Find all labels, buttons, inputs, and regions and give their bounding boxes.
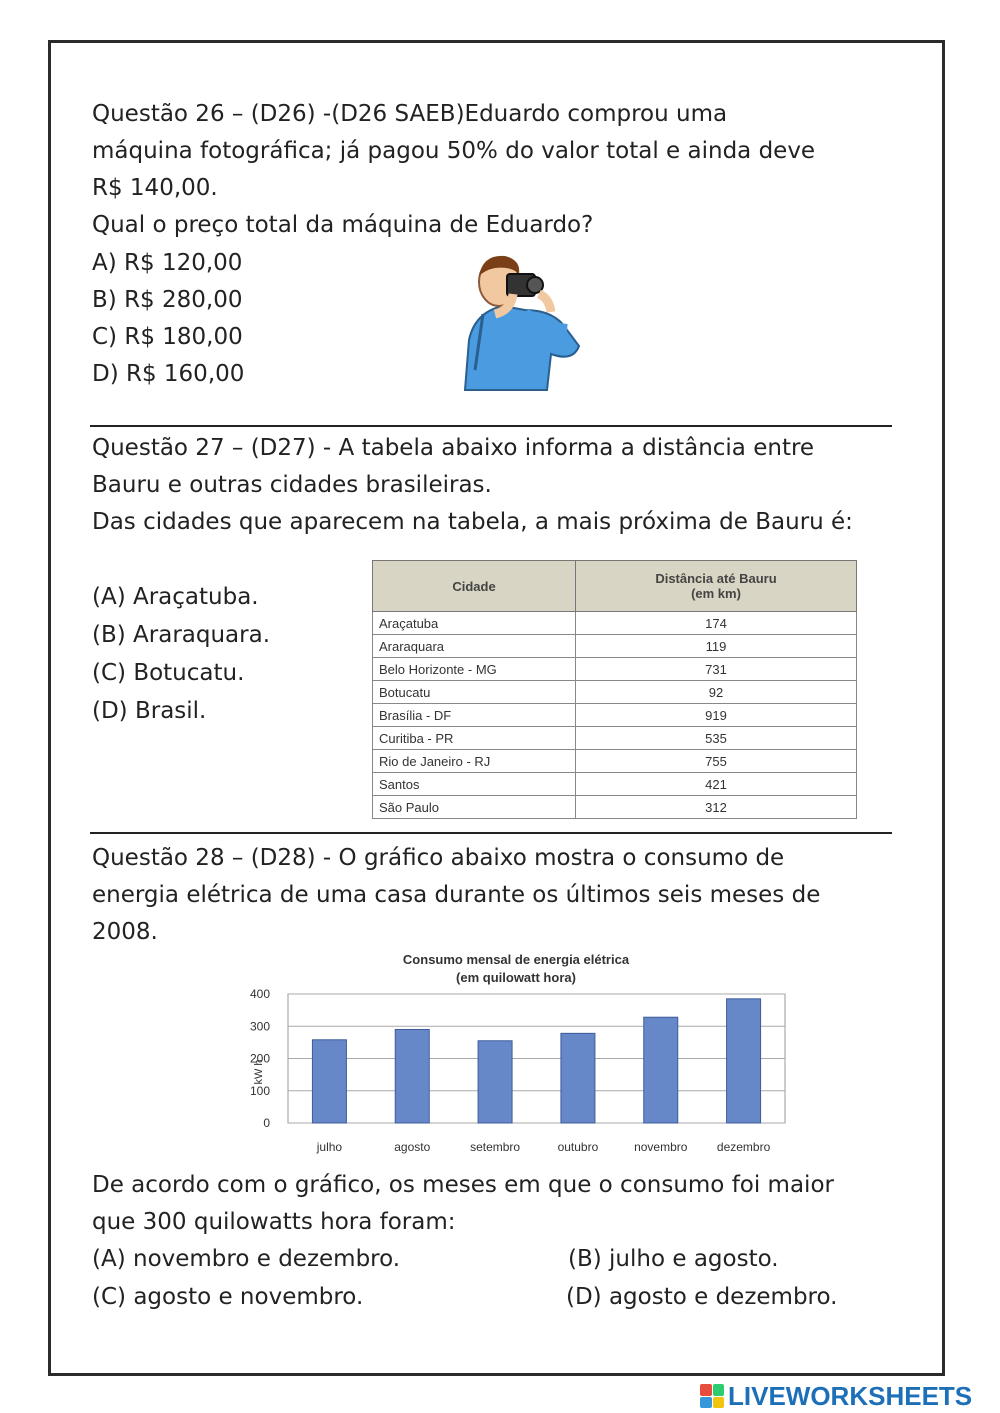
x-tick-label: outubro	[557, 1140, 599, 1154]
y-tick-label: 100	[249, 1083, 270, 1098]
energy-chart	[220, 945, 790, 1160]
table-row	[373, 773, 857, 796]
logo-mark-icon	[700, 1384, 724, 1408]
q28-option-a[interactable]: (A) novembro e dezembro.	[92, 1246, 401, 1272]
q28-option-c[interactable]: (C) agosto e novembro.	[92, 1284, 364, 1310]
city-cell: Botucatu	[373, 681, 576, 704]
table-row	[373, 658, 857, 681]
q28-option-b[interactable]: (B) julho e agosto.	[568, 1246, 779, 1272]
y-axis-label: kW h	[253, 1059, 265, 1085]
logo-square	[713, 1397, 725, 1409]
chart-title: Consumo mensal de energia elétrica	[402, 952, 630, 967]
q28-line-1: Questão 28 – (D28) - O gráfico abaixo mostra o consumo de	[92, 845, 785, 871]
city-cell: Belo Horizonte - MG	[373, 658, 576, 681]
y-tick-label: 200	[249, 1051, 270, 1066]
table-row	[373, 750, 857, 773]
bar-julho	[312, 1040, 346, 1123]
bar-novembro	[644, 1017, 678, 1123]
table-header-row	[373, 561, 857, 612]
table-row	[373, 681, 857, 704]
distance-cell: 731	[576, 658, 857, 681]
city-cell: Araraquara	[373, 635, 576, 658]
q27-line-2: Bauru e outras cidades brasileiras.	[92, 472, 492, 498]
photographer-illustration	[455, 250, 585, 392]
q27-option-d[interactable]: (D) Brasil.	[92, 698, 207, 724]
q28-option-d[interactable]: (D) agosto e dezembro.	[566, 1284, 838, 1310]
x-tick-label: julho	[316, 1140, 343, 1154]
city-cell: Curitiba - PR	[373, 727, 576, 750]
chart-subtitle: (em quilowatt hora)	[456, 970, 576, 985]
header-distance-unit: (em km)	[691, 586, 741, 601]
logo-square	[700, 1384, 712, 1396]
y-tick-label: 300	[249, 1019, 270, 1034]
x-tick-label: dezembro	[716, 1140, 771, 1154]
q28-question-2: que 300 quilowatts hora foram:	[92, 1209, 456, 1235]
distance-cell: 755	[576, 750, 857, 773]
q27-option-a[interactable]: (A) Araçatuba.	[92, 584, 259, 610]
table-row	[373, 704, 857, 727]
x-tick-label: setembro	[470, 1140, 521, 1154]
q27-option-b[interactable]: (B) Araraquara.	[92, 622, 271, 648]
table-row	[373, 612, 857, 635]
q26-line-2: máquina fotográfica; já pagou 50% do valor total e ainda deve	[92, 138, 816, 164]
logo-square	[700, 1397, 712, 1409]
city-cell: Rio de Janeiro - RJ	[373, 750, 576, 773]
table-row	[373, 727, 857, 750]
y-tick-label: 400	[249, 987, 270, 1001]
bar-agosto	[395, 1029, 429, 1123]
bar-outubro	[561, 1033, 595, 1123]
table-row	[373, 635, 857, 658]
bar-setembro	[478, 1041, 512, 1123]
header-distance-label: Distância até Bauru	[655, 571, 777, 586]
distance-cell: 421	[576, 773, 857, 796]
logo-square	[713, 1384, 725, 1396]
distance-cell: 119	[576, 635, 857, 658]
distance-cell: 919	[576, 704, 857, 727]
distance-cell: 535	[576, 727, 857, 750]
city-cell: Santos	[373, 773, 576, 796]
x-tick-label: novembro	[634, 1140, 688, 1154]
table-row	[373, 796, 857, 819]
q28-line-2: energia elétrica de uma casa durante os últimos seis meses de	[92, 882, 821, 908]
header-distance	[576, 561, 857, 612]
q28-question-1: De acordo com o gráfico, os meses em que o consumo foi maior	[92, 1172, 834, 1198]
distance-cell: 312	[576, 796, 857, 819]
logo-text: LIVEWORKSHEETS	[728, 1380, 973, 1411]
distance-table	[372, 560, 857, 819]
divider-2	[90, 832, 892, 834]
q26-option-d[interactable]: D) R$ 160,00	[92, 361, 245, 387]
q27-line-3: Das cidades que aparecem na tabela, a mais próxima de Bauru é:	[92, 509, 853, 535]
city-cell: São Paulo	[373, 796, 576, 819]
distance-cell: 92	[576, 681, 857, 704]
q26-line-1: Questão 26 – (D26) -(D26 SAEB)Eduardo comprou uma	[92, 101, 728, 127]
q26-line-4: Qual o preço total da máquina de Eduardo?	[92, 212, 594, 238]
city-cell: Brasília - DF	[373, 704, 576, 727]
city-cell: Araçatuba	[373, 612, 576, 635]
q27-option-c[interactable]: (C) Botucatu.	[92, 660, 245, 686]
liveworksheets-logo	[700, 1381, 972, 1411]
q26-option-a[interactable]: A) R$ 120,00	[92, 250, 243, 276]
y-tick-label: 0	[263, 1116, 270, 1130]
divider-1	[90, 425, 892, 427]
x-tick-label: agosto	[394, 1140, 431, 1154]
bar-dezembro	[727, 999, 761, 1123]
q28-line-3: 2008.	[92, 919, 158, 945]
q27-line-1: Questão 27 – (D27) - A tabela abaixo informa a distância entre	[92, 435, 815, 461]
q26-option-b[interactable]: B) R$ 280,00	[92, 287, 243, 313]
distance-cell: 174	[576, 612, 857, 635]
q26-line-3: R$ 140,00.	[92, 175, 218, 201]
header-city: Cidade	[373, 561, 576, 612]
q26-option-c[interactable]: C) R$ 180,00	[92, 324, 243, 350]
